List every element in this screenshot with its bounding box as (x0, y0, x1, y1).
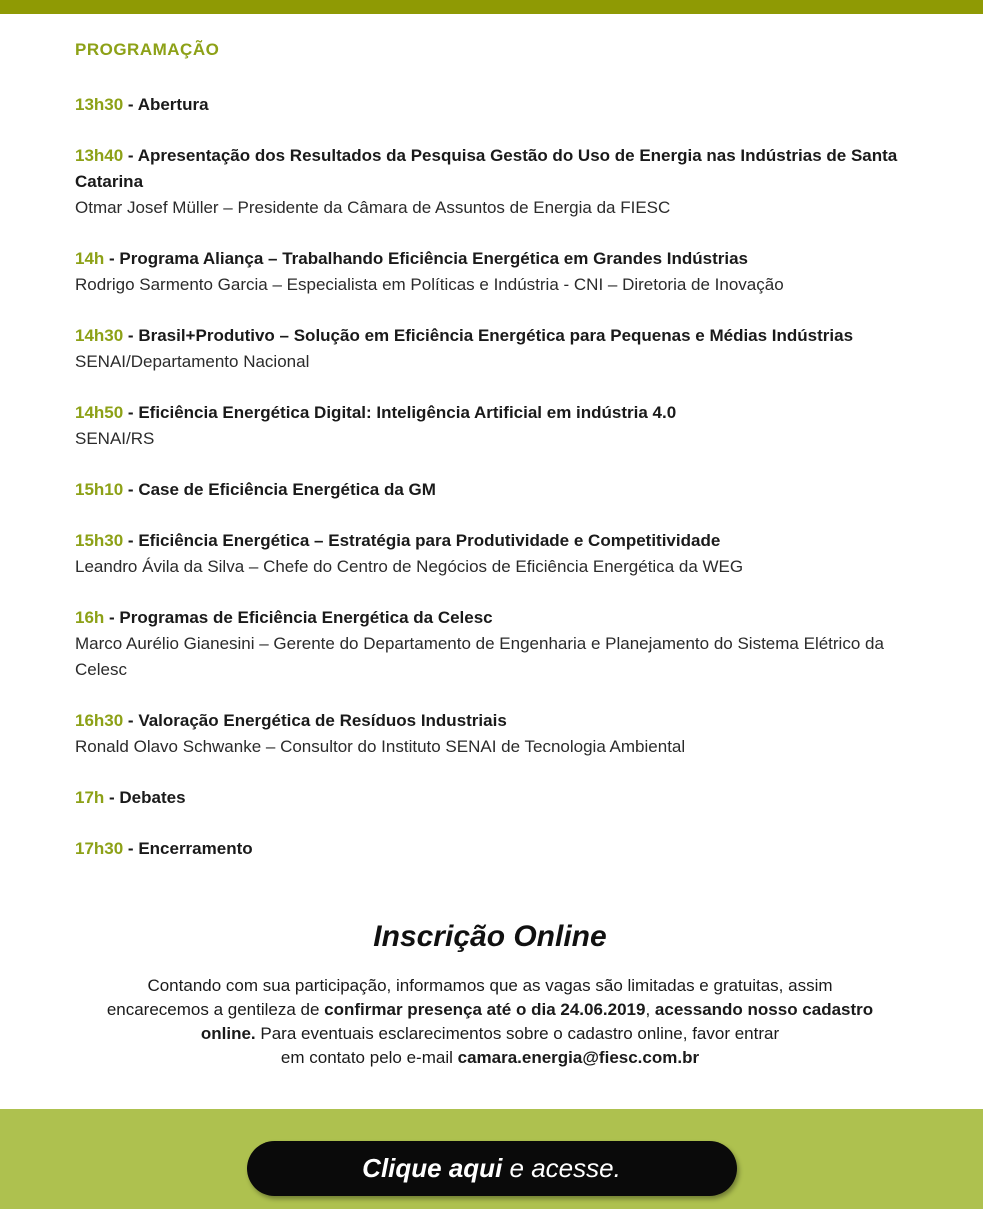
schedule-title-line (75, 92, 905, 118)
schedule-title: Debates (119, 788, 186, 807)
schedule-separator: - (123, 403, 139, 422)
schedule-title-line (75, 605, 905, 631)
schedule-time: 17h30 (75, 839, 124, 858)
inscricao-text-line (75, 974, 905, 998)
clique-aqui-button[interactable] (247, 1141, 737, 1196)
footer-accent-bar (0, 1109, 983, 1209)
schedule-item (75, 836, 905, 862)
schedule-separator: - (104, 249, 120, 268)
schedule-time: 13h40 (75, 146, 124, 165)
schedule-separator: - (123, 146, 138, 165)
schedule-speaker: Marco Aurélio Gianesini – Gerente do Departamento de Engenharia e Planejamento do Sistema Elétrico da Celesc (75, 634, 884, 679)
inscricao-section (75, 920, 905, 1070)
schedule-title: Programas de Eficiência Energética da Celesc (119, 608, 493, 627)
schedule-item (75, 785, 905, 811)
schedule-separator: - (104, 788, 120, 807)
schedule-item (75, 477, 905, 503)
schedule-title-line (75, 836, 905, 862)
schedule-title: Case de Eficiência Energética da GM (138, 480, 436, 499)
inscricao-text-bold: acessando nosso cadastro (654, 1000, 874, 1019)
schedule-title: Apresentação dos Resultados da Pesquisa Gestão do Uso de Energia nas Indústrias de Santa Catarina (75, 146, 898, 191)
schedule-title: Brasil+Produtivo – Solução em Eficiência Energética para Pequenas e Médias Indústrias (138, 326, 854, 345)
schedule-speaker: SENAI/RS (75, 429, 155, 448)
schedule-item (75, 528, 905, 580)
schedule-speaker: Leandro Ávila da Silva – Chefe do Centro de Negócios de Eficiência Energética da WEG (75, 557, 744, 576)
schedule-item (75, 400, 905, 452)
schedule-separator: - (123, 531, 139, 550)
schedule-item (75, 708, 905, 760)
schedule-item (75, 143, 905, 221)
schedule-title: Encerramento (138, 839, 253, 858)
schedule-speaker: Ronald Olavo Schwanke – Consultor do Instituto SENAI de Tecnologia Ambiental (75, 737, 686, 756)
schedule-time: 14h30 (75, 326, 124, 345)
inscricao-text-line (75, 998, 905, 1022)
contact-email: camara.energia@fiesc.com.br (457, 1048, 700, 1067)
inscricao-text-line (75, 1022, 905, 1046)
inscricao-text: em contato pelo e-mail (280, 1048, 458, 1067)
schedule-time: 13h30 (75, 95, 124, 114)
schedule-item (75, 92, 905, 118)
schedule-speaker: Otmar Josef Müller – Presidente da Câmara de Assuntos de Energia da FIESC (75, 198, 671, 217)
schedule-title: Eficiência Energética – Estratégia para Produtividade e Competitividade (138, 531, 721, 550)
schedule-title-line (75, 246, 905, 272)
schedule-title-line (75, 143, 905, 195)
schedule-time: 16h30 (75, 711, 124, 730)
schedule-title-line (75, 400, 905, 426)
schedule-title: Programa Aliança – Trabalhando Eficiência Energética em Grandes Indústrias (119, 249, 748, 268)
schedule-time: 14h50 (75, 403, 124, 422)
schedule-separator: - (123, 480, 139, 499)
inscricao-text-line (75, 1046, 905, 1070)
inscricao-text: Para eventuais esclarecimentos sobre o cadastro online, favor entrar (255, 1024, 780, 1043)
schedule-time: 15h30 (75, 531, 124, 550)
schedule-speaker: SENAI/Departamento Nacional (75, 352, 310, 371)
schedule-title: Eficiência Energética Digital: Inteligência Artificial em indústria 4.0 (138, 403, 677, 422)
schedule-time: 14h (75, 249, 105, 268)
schedule-title-line (75, 528, 905, 554)
schedule-title: Valoração Energética de Resíduos Industriais (138, 711, 507, 730)
schedule-time: 17h (75, 788, 105, 807)
schedule-title-line (75, 708, 905, 734)
schedule-speaker: Rodrigo Sarmento Garcia – Especialista em Políticas e Indústria - CNI – Diretoria de Inovação (75, 275, 784, 294)
schedule-item (75, 246, 905, 298)
schedule-separator: - (123, 326, 139, 345)
top-accent-bar (0, 0, 983, 14)
inscricao-text: encarecemos a gentileza de (106, 1000, 325, 1019)
schedule-title-line (75, 323, 905, 349)
schedule-title: Abertura (137, 95, 209, 114)
schedule-separator: - (123, 95, 138, 114)
program-content (0, 14, 983, 1070)
schedule-time: 16h (75, 608, 105, 627)
schedule-item (75, 323, 905, 375)
inscricao-text-bold: online. (200, 1024, 256, 1043)
schedule-separator: - (104, 608, 120, 627)
schedule-separator: - (123, 711, 139, 730)
inscricao-title: Inscrição Online (373, 920, 607, 953)
inscricao-text: Contando com sua participação, informamos que as vagas são limitadas e gratuitas, assim (147, 976, 833, 995)
page-title: PROGRAMAÇÃO (75, 40, 220, 59)
schedule-separator: - (123, 839, 139, 858)
inscricao-text: , (645, 1000, 655, 1019)
schedule-title-line (75, 477, 905, 503)
schedule-time: 15h10 (75, 480, 124, 499)
cta-bold-text: Clique aqui (362, 1153, 503, 1183)
schedule-title-line (75, 785, 905, 811)
schedule-item (75, 605, 905, 683)
inscricao-text-bold: confirmar presença até o dia 24.06.2019 (324, 1000, 646, 1019)
cta-regular-text: e acesse. (502, 1153, 621, 1183)
